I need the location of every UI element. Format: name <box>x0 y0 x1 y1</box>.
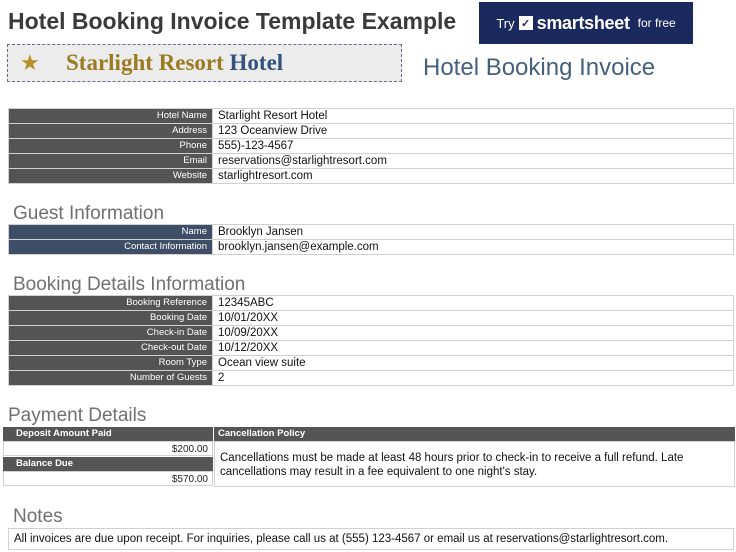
check-out-date-value[interactable]: 10/12/20XX <box>213 341 734 356</box>
invoice-title: Hotel Booking Invoice <box>423 54 656 81</box>
notes-heading: Notes <box>13 506 63 527</box>
notes-text[interactable]: All invoices are due upon receipt. For inquiries, please call us at (555) 123-4567 or email us at reservations@starlightresort.com. <box>8 528 734 550</box>
room-type-label: Room Type <box>9 356 213 371</box>
ad-brand-text: smartsheet <box>536 12 630 33</box>
table-row <box>9 169 734 184</box>
cancellation-policy-label: Cancellation Policy <box>214 427 735 441</box>
table-row <box>9 371 734 386</box>
table-row <box>9 139 734 154</box>
deposit-amount-label: Deposit Amount Paid <box>3 427 213 441</box>
number-of-guests-value[interactable]: 2 <box>213 371 734 386</box>
address-label: Address <box>9 124 213 139</box>
contact-info-value[interactable]: brooklyn.jansen@example.com <box>213 240 734 255</box>
check-out-date-label: Check-out Date <box>9 341 213 356</box>
email-label: Email <box>9 154 213 169</box>
phone-label: Phone <box>9 139 213 154</box>
ad-try-text: Try <box>496 15 515 31</box>
hotel-info-table <box>8 108 734 184</box>
page-title: Hotel Booking Invoice Template Example <box>8 8 457 34</box>
hotel-name-value[interactable]: Starlight Resort Hotel <box>213 109 734 124</box>
balance-due-label: Balance Due <box>3 457 213 471</box>
table-row <box>9 311 734 326</box>
booking-date-label: Booking Date <box>9 311 213 326</box>
smartsheet-ad-button[interactable] <box>479 2 693 44</box>
check-in-date-label: Check-in Date <box>9 326 213 341</box>
guest-name-value[interactable]: Brooklyn Jansen <box>213 225 734 240</box>
table-row <box>9 124 734 139</box>
check-in-date-value[interactable]: 10/09/20XX <box>213 326 734 341</box>
table-row <box>9 154 734 169</box>
phone-value[interactable]: 555)-123-4567 <box>213 139 734 154</box>
address-value[interactable]: 123 Oceanview Drive <box>213 124 734 139</box>
table-row <box>9 240 734 255</box>
table-row <box>9 341 734 356</box>
star-icon: ★ <box>20 50 40 75</box>
website-label: Website <box>9 169 213 184</box>
contact-info-label: Contact Information <box>9 240 213 255</box>
hotel-logo <box>7 44 402 82</box>
booking-reference-label: Booking Reference <box>9 296 213 311</box>
room-type-value[interactable]: Ocean view suite <box>213 356 734 371</box>
guest-name-label: Name <box>9 225 213 240</box>
table-row <box>9 109 734 124</box>
booking-reference-value[interactable]: 12345ABC <box>213 296 734 311</box>
balance-due-value[interactable]: $570.00 <box>3 471 213 486</box>
table-row <box>9 296 734 311</box>
payment-details-heading: Payment Details <box>8 405 147 426</box>
deposit-amount-value[interactable]: $200.00 <box>3 441 213 456</box>
guest-info-table <box>8 224 734 255</box>
payment-details <box>3 427 735 487</box>
table-row <box>9 326 734 341</box>
guest-info-heading: Guest Information <box>13 203 165 224</box>
booking-details-heading: Booking Details Information <box>13 274 246 295</box>
email-value[interactable]: reservations@starlightresort.com <box>213 154 734 169</box>
website-value[interactable]: starlightresort.com <box>213 169 734 184</box>
ad-suffix-text: for free <box>637 16 676 30</box>
table-row <box>9 225 734 240</box>
table-row <box>9 356 734 371</box>
hotel-name-label: Hotel Name <box>9 109 213 124</box>
smartsheet-logo-icon: ✓ <box>519 16 533 30</box>
cancellation-policy-text[interactable]: Cancellations must be made at least 48 hours prior to check-in to receive a full refund. Late cancellations may result in a fee equivalent to one night's stay. <box>214 441 735 487</box>
booking-details-table <box>8 295 734 386</box>
booking-date-value[interactable]: 10/01/20XX <box>213 311 734 326</box>
number-of-guests-label: Number of Guests <box>9 371 213 386</box>
logo-name: Starlight Resort Hotel <box>66 50 284 75</box>
